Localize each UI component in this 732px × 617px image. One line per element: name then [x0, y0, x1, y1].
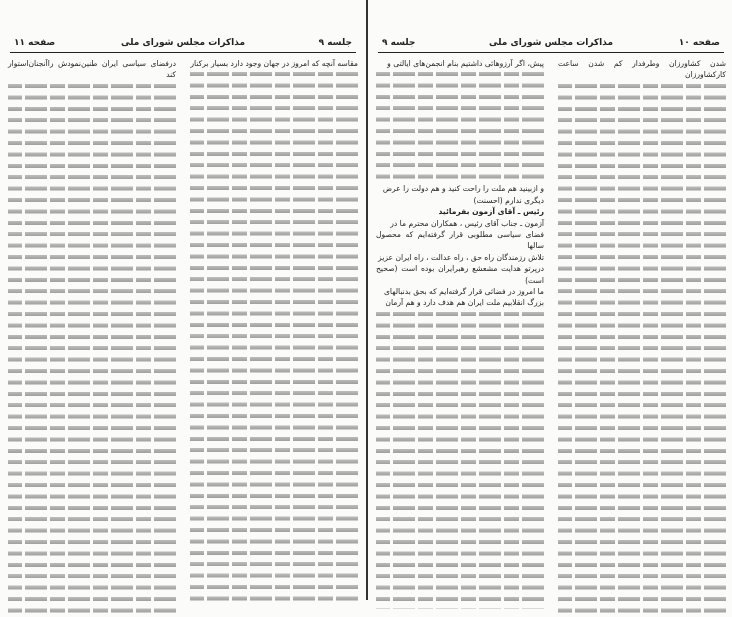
body-text	[376, 69, 544, 183]
speaker-line: آزمون ـ جناب آقای رئیس ، همکاران محترم ما در	[390, 218, 544, 228]
page-header	[378, 38, 724, 53]
text-line: بزرگ انقلابیم ملت ایران هم هدف دارد و هم آرمان	[385, 298, 544, 308]
text-column-right	[558, 58, 726, 594]
page-header	[10, 38, 356, 53]
session-number: جلسه ۹	[382, 38, 416, 48]
text-line: شدن کشاورزان وطرفدار کم شدن ساعت کارکشاورزان	[558, 59, 726, 80]
text-line: درفضای سیاسی ایران طنین‌نمودش راآنجنان‌استوار کند	[8, 59, 176, 80]
body-text	[190, 69, 358, 605]
text-line: درپرتو هدایت مشعشع رهبرایران بوده است (صحیح است)	[376, 264, 544, 285]
text-line: دیگری ندارم (احسنت)	[473, 195, 544, 205]
body-text	[558, 81, 726, 617]
text-line: ما امروز در فضائی قرار گرفته‌ایم که بحق بدنبالهای	[383, 287, 544, 297]
session-number: جلسه ۹	[318, 38, 352, 48]
text-line: تلاش رزمندگان راه حق ، راه عدالت ، راه ایران عزیز	[378, 252, 544, 262]
text-line: و ازبینید هم ملت را راحت کنید و هم دولت را عرض	[382, 184, 544, 194]
speaker-line: رئیس ـ آقای آزمون بفرمائید	[438, 207, 544, 217]
text-line: فضای سیاسی مطلوبی قرار گرفته‌ایم که محصول سالها	[376, 230, 544, 251]
text-column-left	[8, 58, 176, 594]
publication-title: مذاکرات مجلس شورای ملی	[120, 38, 246, 48]
page-number: صفحه ۱۱	[14, 38, 56, 48]
page-number: صفحه ۱۰	[678, 38, 720, 48]
left-page	[0, 0, 366, 600]
text-column-right	[190, 58, 358, 594]
text-line: مقاسه آنچه که امروز در جهان وجود دارد بسیار برکنار	[190, 59, 358, 68]
text-line: پیش، اگر آرزوهائی داشتیم بنام انجمن‌های ایالتی و	[387, 59, 544, 68]
body-text	[8, 81, 176, 617]
publication-title: مذاکرات مجلس شورای ملی	[488, 38, 614, 48]
body-text	[376, 309, 544, 609]
right-page	[366, 0, 732, 600]
text-column-left	[376, 58, 544, 594]
